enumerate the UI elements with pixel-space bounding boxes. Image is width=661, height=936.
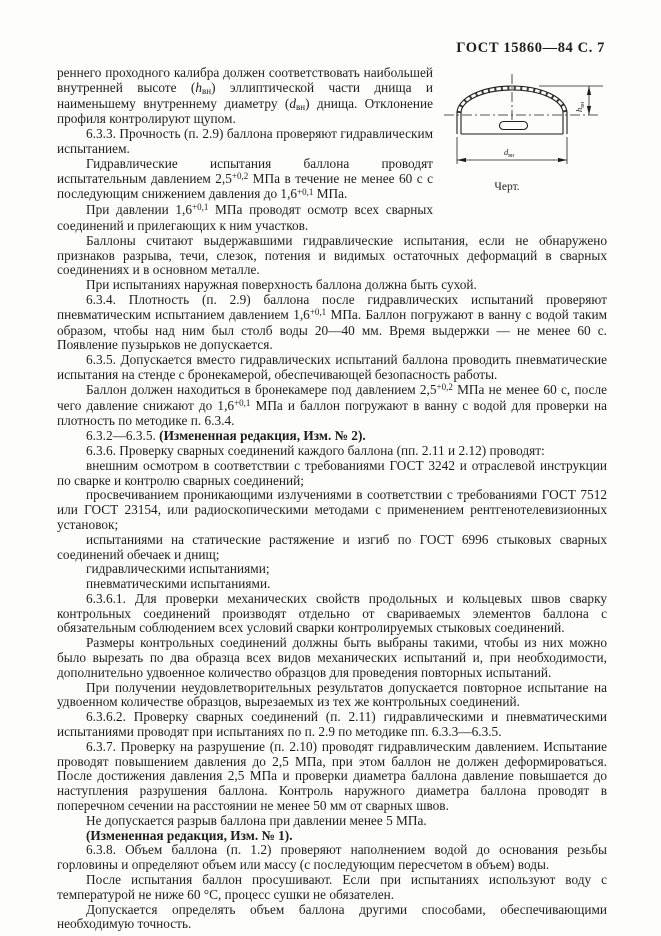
paragraph — [57, 459, 607, 489]
text-run: гидравлическими испытаниями; — [86, 561, 270, 577]
text-run: +0,2 — [436, 381, 453, 392]
text-run: Допускается определять объем баллона другими способами, обеспечивающими необходимую точность. — [57, 901, 607, 932]
text-run: +0,1 — [297, 186, 314, 197]
paragraph — [57, 740, 607, 814]
dimension-inner-diameter — [457, 137, 567, 164]
text-run: h — [195, 79, 202, 95]
paragraph — [57, 293, 607, 353]
dimension-dome-height — [539, 86, 603, 115]
paragraph — [57, 429, 607, 444]
doc-number: ГОСТ 15860—84 С. 7 — [456, 40, 605, 56]
text-run: вн — [295, 102, 306, 113]
paragraph — [57, 533, 607, 563]
paragraph — [57, 383, 607, 429]
paragraph — [57, 843, 607, 873]
text-run: (Измененная редакция, Изм. № 2). — [159, 428, 366, 444]
text-run: +0,1 — [192, 202, 209, 213]
text-run: Гидравлические испытания баллона проводят испытательным давлением 2,5 — [57, 155, 433, 186]
text-run: ) днища. Отклонение профиля контролируют щупом. — [57, 95, 433, 127]
figure-head-drawing — [443, 70, 607, 202]
paragraph — [57, 592, 607, 636]
text-run: реннего проходного калибра должен соответствовать наибольшей внутренней высоте ( — [57, 65, 433, 95]
text-run: При давлении 1,6 — [86, 202, 193, 218]
paragraph — [57, 278, 607, 293]
paragraph — [57, 814, 607, 829]
text-run: 6.3.4. Плотность (п. 2.9) баллона после гидравлических испытаний проверяют пневматическим испытанием давлением 1,6 — [57, 291, 607, 322]
text-run: d — [289, 95, 296, 111]
document-content — [57, 66, 607, 932]
text-run: Баллон должен находиться в бронекамере под давлением 2,5 — [86, 381, 437, 397]
paragraph — [57, 903, 607, 933]
text-run: МПа. — [313, 186, 348, 202]
text-run: Не допускается разрыв баллона при давлении менее 5 МПа. — [86, 812, 427, 828]
text-run: 6.3.2—6.3.5. — [86, 428, 160, 444]
paragraph — [57, 577, 607, 592]
text-run: Баллоны считают выдержавшими гидравлические испытания, если не обнаружено признаков разрыва, течи, слезок, потения и видимых остаточных деформаций в сварных соединениях и в основном металле. — [57, 232, 607, 278]
text-run: (Измененная редакция, Изм. № 1). — [86, 827, 293, 843]
paragraph — [57, 203, 607, 234]
text-run: 6.3.3. Прочность (п. 2.9) баллона проверяют гидравлическим испытанием. — [57, 126, 433, 156]
head-cross-section-drawing — [443, 70, 607, 198]
figure-caption: Черт. — [494, 181, 520, 193]
paragraph — [57, 444, 607, 459]
text-run: +0,1 — [234, 397, 251, 408]
paragraph — [57, 636, 607, 680]
text-run: МПа и баллон погружают в ванну с водой для проверки на плотность по методике п. 6.3.4. — [57, 397, 607, 429]
paragraph — [57, 873, 607, 903]
text-run: МПа проводят осмотр всех сварных соединений и прилегающих к ним участков. — [57, 202, 433, 233]
paragraph — [57, 562, 607, 577]
text-run: Размеры контрольных соединений должны быть выбраны такими, чтобы из них можно было вырезать по два образца всех видов механических испытаний и, при необходимости, дополнительно удвоенное количество образцов для проведения повторных испытаний. — [57, 635, 607, 680]
doc-header — [57, 40, 605, 57]
text-run: 6.3.7. Проверку на разрушение (п. 2.10) проводят гидравлическим давлением. Испытание проводят повышением давления до 2,5 МПа, при этом баллон не должен деформироваться. После достижения давления 2,5 МПа и проверки диаметра баллона давление повышается до наступления разрушения баллона. Контроль наружного диаметра баллона проводят в поперечном сечении на расстоянии не менее 50 мм от сварных швов. — [57, 738, 607, 814]
text-run: 6.3.5. Допускается вместо гидравлических испытаний баллона проводить пневматические испытания на стенде с бронекамерой, обеспечивающей безопасность работы. — [57, 352, 607, 382]
text-run: пневматическими испытаниями. — [86, 576, 271, 592]
handle-slot — [500, 122, 528, 130]
text-run: просвечиванием проникающими излучениями в соответствии с требованиями ГОСТ 7512 или ГОСТ 23154, или радиоскопическими методами с применением рентгенотелевизионных установок; — [57, 487, 607, 532]
text-run: 6.3.6. Проверку сварных соединений каждого баллона (пп. 2.11 и 2.12) проводят: — [86, 442, 545, 458]
paragraph — [57, 234, 607, 278]
text-run: МПа в течение не менее 60 с с последующим снижением давления до 1,6 — [57, 170, 433, 202]
paragraph — [57, 488, 607, 532]
text-run: 6.3.8. Объем баллона (п. 1.2) проверяют наполнением водой до основания резьбы горловины и определяют объем или массу (с последующим пересчетом в объем) воды. — [57, 842, 607, 873]
text-run: 6.3.6.1. Для проверки механических свойств продольных и кольцевых швов сварку контрольных соединений производят отдельно от свариваемых элементов баллона с обязательным соблюдением всех условий сварки контролируемых стыковых соединений. — [57, 590, 607, 636]
text-run: МПа. Баллон погружают в ванну с водой таким образом, чтобы над ним был столб воды 20—40 мм. Время выдержки — не менее 60 с. Появление пузырьков не допускается. — [57, 306, 608, 353]
text-run: вн — [201, 86, 212, 97]
text-run: МПа не менее 60 с, после чего давление снижают до 1,6 — [57, 381, 607, 413]
paragraph — [57, 829, 607, 844]
text-run: ) эллиптической части днища и наименьшему внутреннему диаметру ( — [57, 79, 433, 111]
text-run: внешним осмотром в соответствии с требованиями ГОСТ 3242 и отраслевой инструкции по сварке и контролю сварных соединений; — [57, 457, 607, 488]
dome-height-label: $h_{вн}$ — [574, 101, 586, 113]
text-run: +0,2 — [231, 170, 249, 181]
paragraph — [57, 681, 607, 711]
text-run: При получении неудовлетворительных результатов допускается повторное испытание на удвоенном количестве образцов, вырезаемых из тех же контрольных соединений. — [57, 679, 607, 710]
inner-diameter-label: $d_{вн}$ — [503, 147, 515, 159]
text-run: При испытаниях наружная поверхность баллона должна быть сухой. — [86, 277, 477, 293]
text-run: 6.3.6.2. Проверку сварных соединений (п. 2.11) гидравлическими и пневматическими испытаниями проводят при испытаниях по п. 2.9 по методике пп. 6.3.3—6.3.5. — [57, 709, 607, 740]
paragraph — [57, 710, 607, 740]
paragraph — [57, 353, 607, 383]
text-run: +0,1 — [309, 306, 327, 317]
text-run: После испытания баллон просушивают. Если при испытаниях используют воду с температурой не ниже 60 °С, процесс сушки не обязателен. — [57, 872, 607, 902]
text-run: испытаниями на статические растяжение и изгиб по ГОСТ 6996 стыковых сварных соединений обечаек и днищ; — [57, 531, 607, 562]
